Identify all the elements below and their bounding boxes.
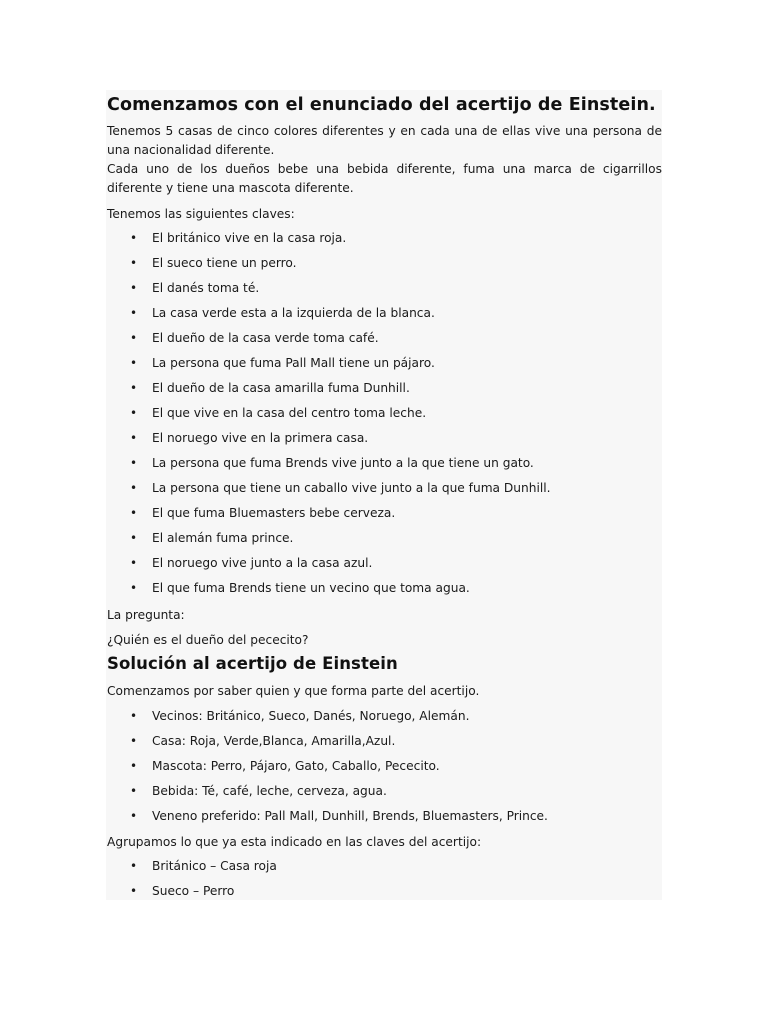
group-intro: Agrupamos lo que ya esta indicado en las claves del acertijo: [107,835,482,849]
bullet-icon: • [130,231,138,245]
bullet-icon: • [130,381,138,395]
category-item [106,782,662,807]
intro-paragraph-1: Tenemos 5 casas de cinco colores diferentes y en cada una de ellas vive una persona de una nacionalidad diferente. [107,124,662,157]
bullet-icon: • [130,356,138,370]
bullet-icon: • [130,331,138,345]
bullet-icon: • [130,884,138,898]
category-item-text: Vecinos: Británico, Sueco, Danés, Noruego, Alemán. [152,709,470,723]
clue-item [106,329,662,354]
clue-item-text: El alemán fuma prince. [152,531,294,545]
clue-item [106,454,662,479]
clue-item [106,379,662,404]
bullet-icon: • [130,531,138,545]
clue-item [106,354,662,379]
clue-item-text: El dueño de la casa verde toma café. [152,331,379,345]
clues-intro: Tenemos las siguientes claves: [107,207,295,221]
clue-item-text: El que fuma Bluemasters bebe cerveza. [152,506,396,520]
clue-item-text: El noruego vive junto a la casa azul. [152,556,373,570]
clue-item [106,529,662,554]
clue-item-text: El noruego vive en la primera casa. [152,431,369,445]
bullet-icon: • [130,456,138,470]
clue-item [106,429,662,454]
clue-item [106,304,662,329]
bullet-icon: • [130,581,138,595]
clue-item-text: El danés toma té. [152,281,260,295]
clue-item [106,579,662,604]
bullet-icon: • [130,759,138,773]
group-item-text: Sueco – Perro [152,884,235,898]
clue-item-text: La casa verde esta a la izquierda de la blanca. [152,306,435,320]
bullet-icon: • [130,734,138,748]
clue-item [106,554,662,579]
bullet-icon: • [130,506,138,520]
category-item-text: Bebida: Té, café, leche, cerveza, agua. [152,784,387,798]
clues-list [106,229,662,604]
clue-item [106,279,662,304]
category-item-text: Veneno preferido: Pall Mall, Dunhill, Brends, Bluemasters, Prince. [152,809,548,823]
bullet-icon: • [130,709,138,723]
category-item [106,732,662,757]
clue-item [106,479,662,504]
bullet-icon: • [130,859,138,873]
groups-list [106,857,662,907]
bullet-icon: • [130,281,138,295]
category-item [106,807,662,832]
question-text: ¿Quién es el dueño del pececito? [107,633,309,647]
category-item-text: Mascota: Perro, Pájaro, Gato, Caballo, Pececito. [152,759,440,773]
group-item [106,857,662,882]
clue-item-text: El dueño de la casa amarilla fuma Dunhill. [152,381,410,395]
bullet-icon: • [130,306,138,320]
clue-item-text: La persona que fuma Brends vive junto a la que tiene un gato. [152,456,534,470]
clue-item-text: El que fuma Brends tiene un vecino que toma agua. [152,581,470,595]
group-item-text: Británico – Casa roja [152,859,277,873]
clue-item-text: El británico vive en la casa roja. [152,231,347,245]
intro-paragraph-2: Cada uno de los dueños bebe una bebida diferente, fuma una marca de cigarrillos diferente y tiene una mascota diferente. [107,162,662,195]
category-item-text: Casa: Roja, Verde,Blanca, Amarilla,Azul. [152,734,396,748]
bullet-icon: • [130,406,138,420]
bullet-icon: • [130,256,138,270]
clue-item [106,504,662,529]
bullet-icon: • [130,556,138,570]
clue-item [106,229,662,254]
section-heading-solucion: Solución al acertijo de Einstein [107,654,398,673]
question-label: La pregunta: [107,608,185,622]
category-item [106,757,662,782]
clue-item-text: La persona que tiene un caballo vive junto a la que fuma Dunhill. [152,481,551,495]
document-page [106,90,662,900]
clue-item-text: El sueco tiene un perro. [152,256,297,270]
section-heading-enunciado: Comenzamos con el enunciado del acertijo de Einstein. [107,95,656,115]
category-item [106,707,662,732]
clue-item-text: La persona que fuma Pall Mall tiene un pájaro. [152,356,435,370]
bullet-icon: • [130,431,138,445]
bullet-icon: • [130,481,138,495]
categories-list [106,707,662,832]
bullet-icon: • [130,784,138,798]
bullet-icon: • [130,809,138,823]
clue-item [106,254,662,279]
clue-item [106,404,662,429]
solution-intro: Comenzamos por saber quien y que forma parte del acertijo. [107,684,480,698]
clue-item-text: El que vive en la casa del centro toma leche. [152,406,427,420]
group-item [106,882,662,907]
